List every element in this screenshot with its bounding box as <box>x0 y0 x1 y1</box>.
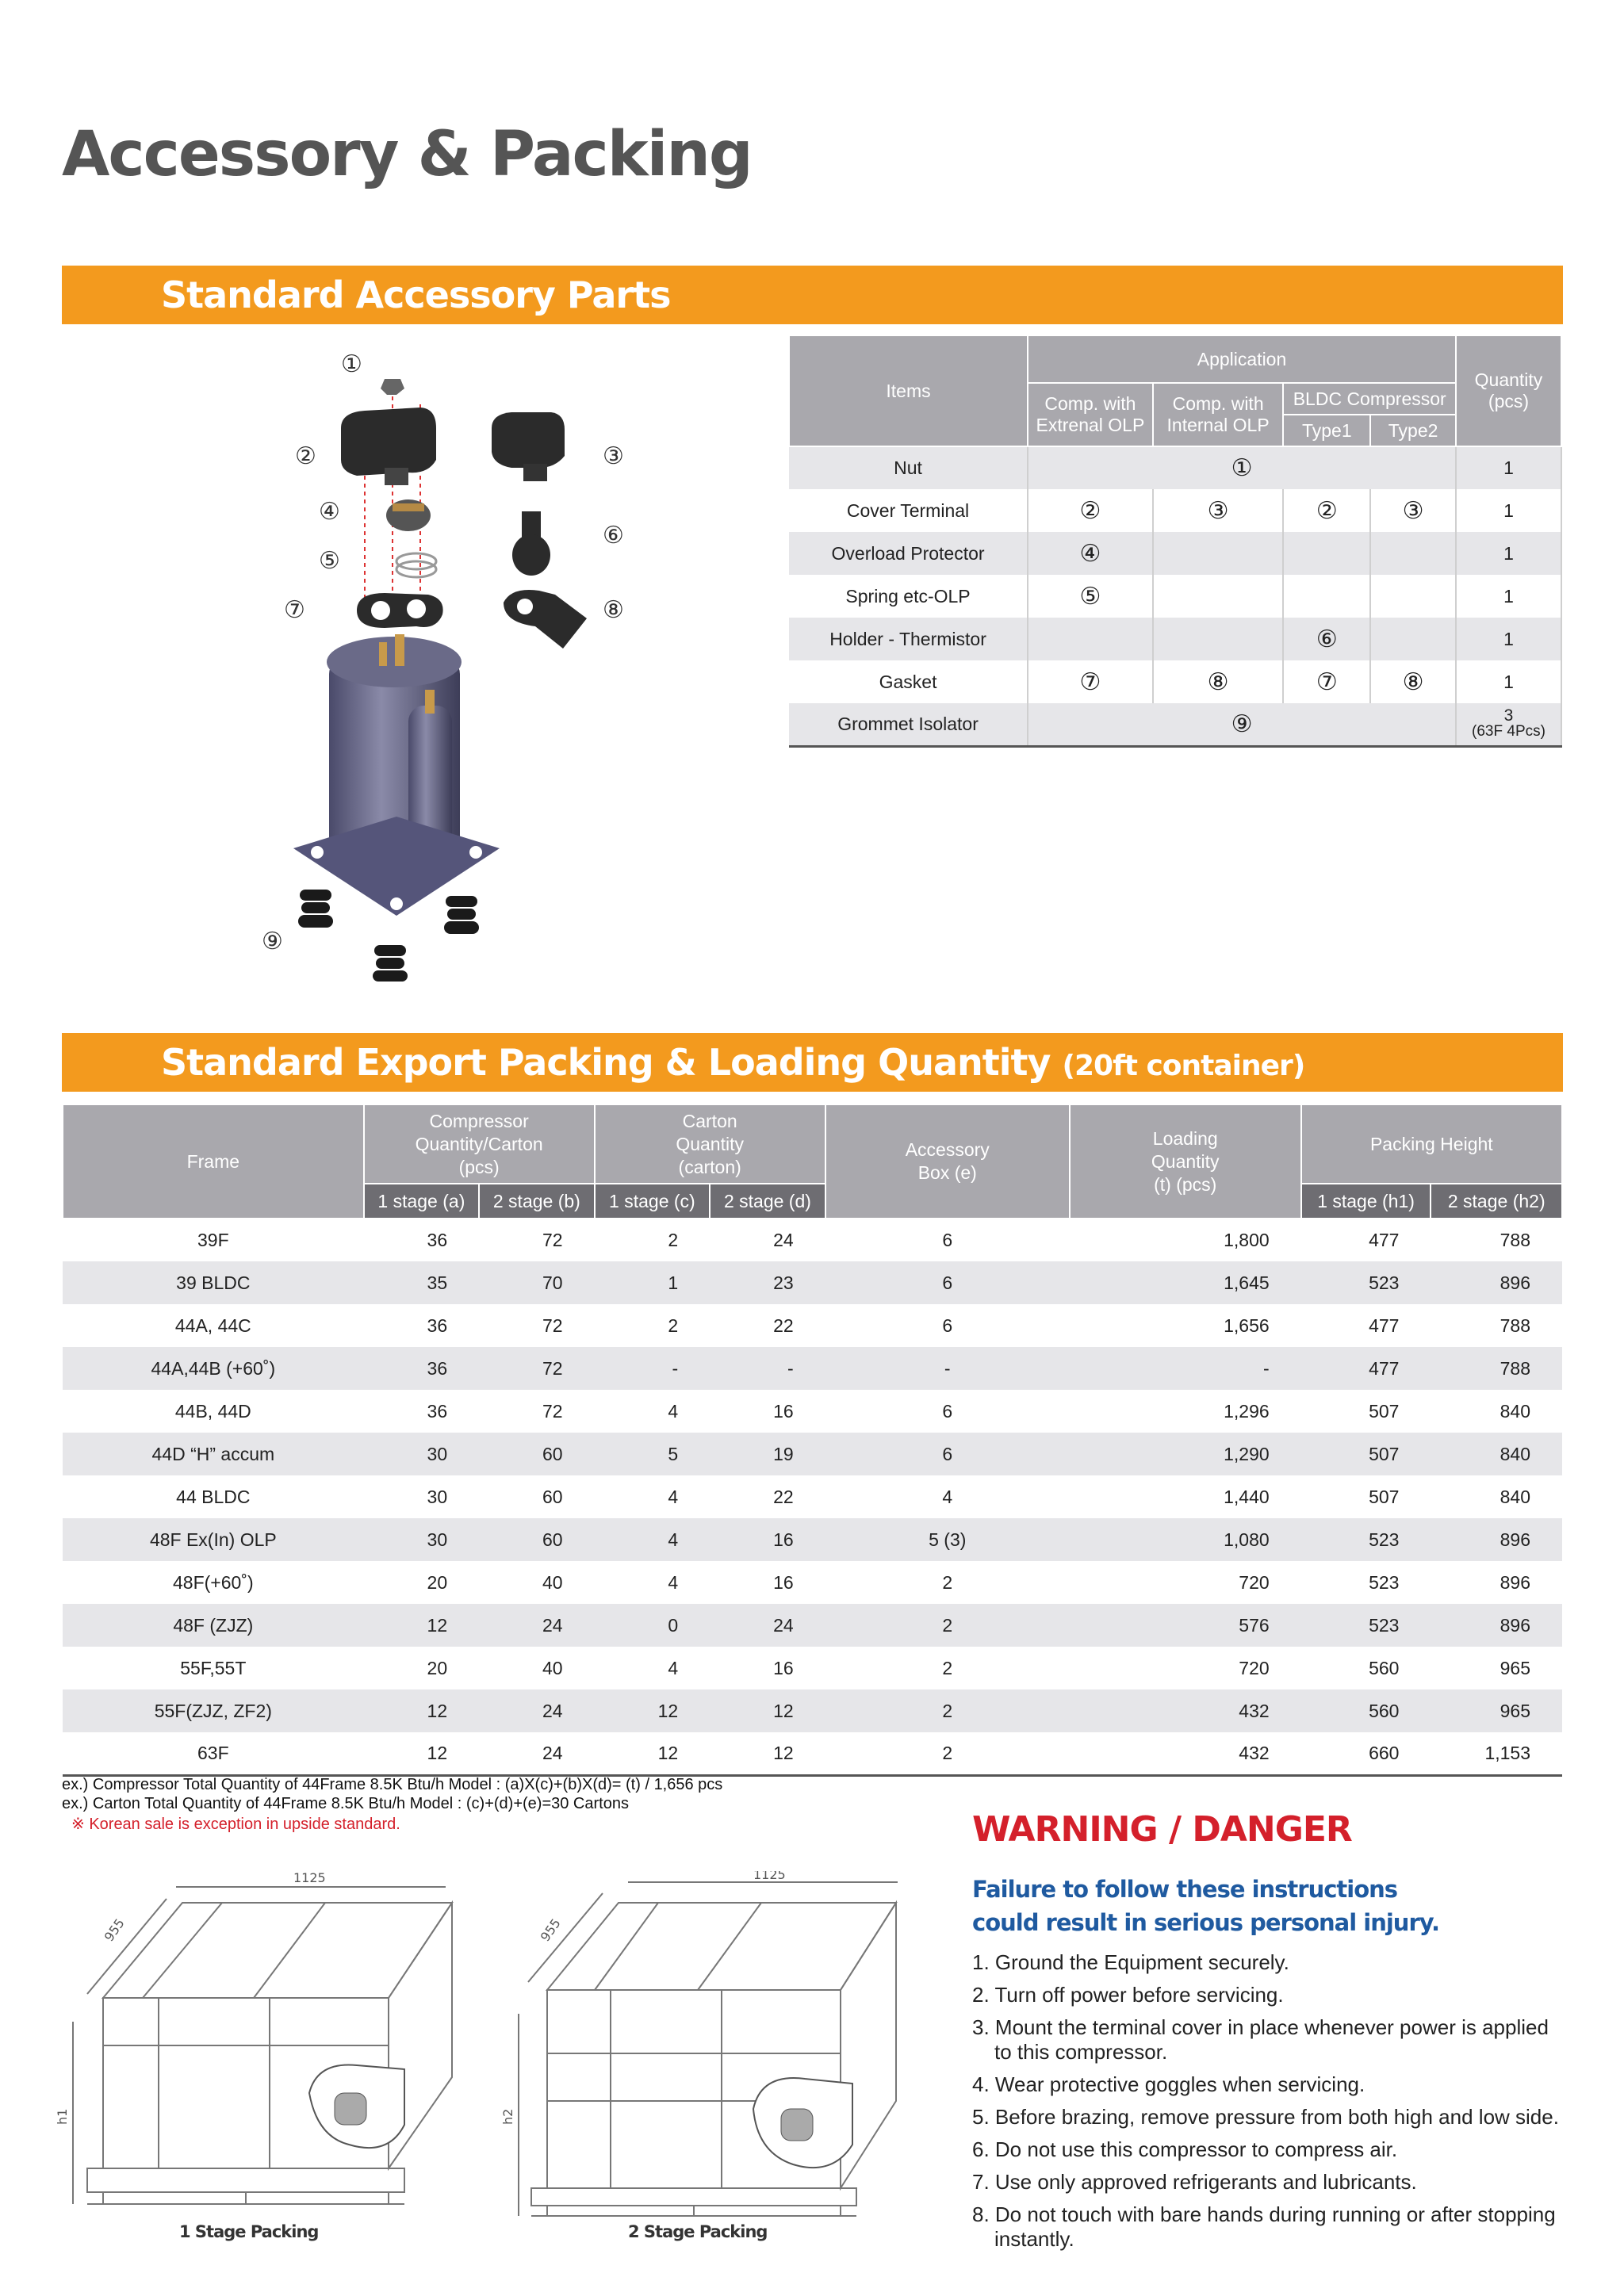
carton-c-cell: - <box>595 1347 710 1390</box>
table-row <box>63 1475 1562 1518</box>
part-number: ④ <box>1028 532 1153 575</box>
height-h1-cell: 507 <box>1369 1486 1400 1507</box>
acc-box-cell: 6 <box>942 1314 953 1336</box>
carton-d-cell: 22 <box>773 1314 794 1336</box>
frame-cell: 44D “H” accum <box>63 1433 364 1475</box>
frame-cell: 44 BLDC <box>176 1486 251 1507</box>
part-number <box>1153 618 1284 660</box>
height-h2-cell: 896 <box>1431 1261 1562 1304</box>
list-item: 1. Ground the Equipment securely. <box>972 1950 1289 1974</box>
header-acc-box: Accessory Box (e) <box>825 1104 1070 1219</box>
header-carton-qty: Carton Quantity (carton) <box>595 1104 825 1184</box>
part-number: ⑧ <box>1153 660 1284 703</box>
carton-d-cell: 24 <box>710 1604 825 1647</box>
example-note-1: ex.) Compressor Total Quantity of 44Frame 8.5K Btu/h Model : (a)X(c)+(b)X(d)= (t) / 1,656 pcs <box>62 1776 723 1793</box>
frame-cell: 39 BLDC <box>63 1261 364 1304</box>
section-title: Standard Export Packing & Loading Quantity <box>161 1041 1051 1084</box>
header-a: 1 stage (a) <box>364 1184 479 1219</box>
frame-cell: 44B, 44D <box>174 1400 251 1422</box>
header-bldc: BLDC Compressor <box>1283 383 1456 415</box>
part-number: ⑤ <box>1028 575 1153 618</box>
height-h1-cell: 477 <box>1301 1347 1431 1390</box>
loading-qty-cell: 1,800 <box>1224 1230 1270 1250</box>
frame-cell: 44A, 44C <box>174 1314 251 1336</box>
frame-cell: 48F (ZJZ) <box>63 1604 364 1647</box>
acc-box-cell: 5 (3) <box>825 1518 1070 1561</box>
carton-d-cell: 16 <box>710 1518 825 1561</box>
part-number: ⑨ <box>1028 703 1456 746</box>
carton-c-cell: 4 <box>668 1657 679 1678</box>
acc-box-cell: 6 <box>825 1261 1070 1304</box>
header-h1: 1 stage (h1) <box>1301 1184 1431 1219</box>
comp-b-cell: 60 <box>542 1486 563 1507</box>
comp-b-cell: 24 <box>479 1689 594 1732</box>
frame-cell: 44A,44B (+60˚) <box>63 1347 364 1390</box>
acc-box-cell: 2 <box>825 1689 1070 1732</box>
table-row <box>63 1647 1562 1689</box>
loading-qty-cell: 720 <box>1239 1571 1270 1593</box>
dim-depth-1: 955 <box>101 1915 128 1945</box>
stage2-packing-drawing <box>492 1871 936 2228</box>
part-number: ⑦ <box>1283 660 1370 703</box>
callout-2: ② <box>295 442 316 470</box>
table-row <box>63 1561 1562 1604</box>
comp-a-cell: 30 <box>427 1486 448 1507</box>
header-loading: Loading Quantity (t) (pcs) <box>1070 1104 1301 1219</box>
comp-a-cell: 20 <box>427 1657 448 1678</box>
height-h2-cell: 896 <box>1431 1518 1562 1561</box>
stage1-packing-drawing <box>56 1855 468 2244</box>
header-application: Application <box>1028 335 1456 383</box>
part-number <box>1370 575 1456 618</box>
table-row <box>63 1604 1562 1647</box>
table-row <box>63 1390 1562 1433</box>
warning-subtitle: Failure to follow these instructions could result in serious personal injury. <box>972 1876 1440 1936</box>
loading-qty-cell: 1,080 <box>1070 1518 1301 1561</box>
callout-1: ① <box>341 350 362 378</box>
height-h1-cell: 477 <box>1369 1230 1400 1250</box>
header-frame: Frame <box>63 1104 364 1219</box>
table-row <box>63 1347 1562 1390</box>
loading-qty-cell: 720 <box>1239 1657 1270 1678</box>
part-number <box>1153 575 1284 618</box>
carton-d-cell: 12 <box>710 1689 825 1732</box>
carton-c-cell: 2 <box>668 1230 679 1250</box>
comp-a-cell: 36 <box>427 1230 448 1250</box>
comp-a-cell: 20 <box>427 1571 448 1593</box>
loading-qty-cell: 1,290 <box>1070 1433 1301 1475</box>
pallet-drawing-2 <box>492 1871 936 2228</box>
list-item: 7. Use only approved refrigerants and lubricants. <box>972 2170 1417 2194</box>
loading-qty-cell: 432 <box>1070 1732 1301 1775</box>
height-h2-cell: 840 <box>1431 1433 1562 1475</box>
table-row <box>789 703 1561 746</box>
height-h2-cell: 965 <box>1500 1657 1530 1678</box>
comp-a-cell: 30 <box>364 1433 479 1475</box>
part-number: ② <box>1028 489 1153 532</box>
header-pack-height: Packing Height <box>1301 1104 1562 1184</box>
part-number: ① <box>1028 446 1456 489</box>
comp-a-cell: 30 <box>364 1518 479 1561</box>
part-number <box>1283 575 1370 618</box>
carton-d-cell: 12 <box>710 1732 825 1775</box>
carton-c-cell: 5 <box>595 1433 710 1475</box>
height-h1-cell: 560 <box>1369 1657 1400 1678</box>
part-number: ② <box>1283 489 1370 532</box>
carton-c-cell: 0 <box>595 1604 710 1647</box>
table-row <box>789 660 1561 703</box>
quantity-value: 1 <box>1456 532 1561 575</box>
comp-b-cell: 72 <box>542 1314 563 1336</box>
table-row <box>63 1304 1562 1347</box>
acc-box-cell: 2 <box>825 1732 1070 1775</box>
header-type1: Type1 <box>1283 415 1370 446</box>
quantity-main: 3 <box>1503 706 1514 725</box>
quantity-value: 1 <box>1456 618 1561 660</box>
dim-h2: h2 <box>500 2108 515 2125</box>
callout-7: ⑦ <box>284 596 305 624</box>
callout-5: ⑤ <box>319 547 340 575</box>
part-number <box>1370 618 1456 660</box>
table-row <box>63 1732 1562 1775</box>
header-c: 1 stage (c) <box>595 1184 710 1219</box>
table-row <box>63 1689 1562 1732</box>
height-h2-cell: 965 <box>1431 1689 1562 1732</box>
list-item: 8. Do not touch with bare hands during running or after stopping instantly. <box>972 2202 1556 2251</box>
height-h1-cell: 523 <box>1301 1261 1431 1304</box>
height-h2-cell: 788 <box>1431 1347 1562 1390</box>
height-h2-cell: 788 <box>1500 1314 1530 1336</box>
table-row <box>63 1261 1562 1304</box>
quantity-value: 1 <box>1456 489 1561 532</box>
part-number: ⑥ <box>1283 618 1370 660</box>
packing-quantity-table <box>62 1104 1563 1777</box>
list-item: 4. Wear protective goggles when servicing. <box>972 2072 1365 2096</box>
table-row <box>63 1219 1562 1261</box>
table-row <box>63 1518 1562 1561</box>
carton-c-cell: 2 <box>668 1314 679 1336</box>
height-h1-cell: 523 <box>1369 1571 1400 1593</box>
stage1-packing-label: 1 Stage Packing <box>179 2222 319 2241</box>
carton-d-cell: - <box>710 1347 825 1390</box>
part-number: ③ <box>1153 489 1284 532</box>
acc-box-cell: 2 <box>942 1571 953 1593</box>
acc-box-cell: - <box>825 1347 1070 1390</box>
frame-cell: 48F(+60˚) <box>173 1571 254 1593</box>
carton-c-cell: 4 <box>668 1571 679 1593</box>
loading-qty-cell: 1,656 <box>1224 1314 1270 1336</box>
comp-a-cell: 12 <box>364 1604 479 1647</box>
comp-a-cell: 12 <box>364 1732 479 1775</box>
height-h1-cell: 507 <box>1301 1433 1431 1475</box>
dim-h1: h1 <box>56 2108 70 2125</box>
acc-box-cell: 6 <box>942 1230 953 1250</box>
section-header-accessory <box>62 266 1563 324</box>
acc-box-cell: 6 <box>942 1400 953 1422</box>
table-row <box>789 575 1561 618</box>
comp-b-cell: 72 <box>542 1230 563 1250</box>
frame-cell: 39F <box>197 1230 229 1250</box>
warning-title: WARNING / DANGER <box>972 1809 1352 1850</box>
dim-width-1: 1125 <box>293 1870 326 1885</box>
loading-qty-cell: 1,645 <box>1070 1261 1301 1304</box>
comp-b-cell: 60 <box>479 1433 594 1475</box>
carton-c-cell: 12 <box>595 1689 710 1732</box>
carton-d-cell: 22 <box>773 1486 794 1507</box>
height-h2-cell: 896 <box>1431 1604 1562 1647</box>
height-h2-cell: 788 <box>1500 1230 1530 1250</box>
list-item: 2. Turn off power before servicing. <box>972 1983 1284 2007</box>
example-note-2: ex.) Carton Total Quantity of 44Frame 8.5K Btu/h Model : (c)+(d)+(e)=30 Cartons <box>62 1795 629 1812</box>
carton-c-cell: 1 <box>595 1261 710 1304</box>
carton-c-cell: 4 <box>668 1400 679 1422</box>
carton-d-cell: 19 <box>710 1433 825 1475</box>
header-h2: 2 stage (h2) <box>1431 1184 1562 1219</box>
part-number <box>1370 532 1456 575</box>
acc-box-cell: 4 <box>942 1486 953 1507</box>
frame-cell: 63F <box>63 1732 364 1775</box>
quantity-value: 1 <box>1456 660 1561 703</box>
quantity-value <box>1456 703 1561 746</box>
item-name: Holder - Thermistor <box>789 618 1028 660</box>
loading-qty-cell: - <box>1070 1347 1301 1390</box>
carton-d-cell: 24 <box>773 1230 794 1250</box>
header-b: 2 stage (b) <box>479 1184 594 1219</box>
callout-4: ④ <box>319 498 340 526</box>
carton-c-cell: 4 <box>595 1518 710 1561</box>
part-number: ③ <box>1370 489 1456 532</box>
section-subtitle: (20ft container) <box>1062 1050 1305 1082</box>
callout-6: ⑥ <box>603 522 624 549</box>
comp-b-cell: 72 <box>542 1400 563 1422</box>
callout-8: ⑧ <box>603 596 624 624</box>
comp-b-cell: 24 <box>479 1604 594 1647</box>
carton-c-cell: 12 <box>595 1732 710 1775</box>
height-h2-cell: 840 <box>1500 1400 1530 1422</box>
callout-9: ⑨ <box>262 928 283 955</box>
header-items: Items <box>789 335 1028 446</box>
comp-b-cell: 40 <box>542 1657 563 1678</box>
table-row <box>789 618 1561 660</box>
loading-qty-cell: 432 <box>1070 1689 1301 1732</box>
item-name: Grommet Isolator <box>789 703 1028 746</box>
comp-a-cell: 36 <box>427 1400 448 1422</box>
quantity-note: (63F 4Pcs) <box>1472 723 1545 740</box>
loading-qty-cell: 576 <box>1070 1604 1301 1647</box>
acc-box-cell: 2 <box>825 1604 1070 1647</box>
section-title: Standard Accessory Parts <box>161 274 671 316</box>
korean-sale-note: ※ Korean sale is exception in upside standard. <box>71 1816 400 1833</box>
table-row <box>63 1433 1562 1475</box>
height-h1-cell: 523 <box>1301 1604 1431 1647</box>
header-d: 2 stage (d) <box>710 1184 825 1219</box>
accessory-parts-table <box>788 335 1562 748</box>
comp-a-cell: 12 <box>364 1689 479 1732</box>
frame-cell: 48F Ex(In) OLP <box>63 1518 364 1561</box>
quantity-value: 1 <box>1456 446 1561 489</box>
item-name: Cover Terminal <box>789 489 1028 532</box>
stage2-packing-label: 2 Stage Packing <box>628 2222 768 2241</box>
height-h2-cell: 1,153 <box>1431 1732 1562 1775</box>
callout-3: ③ <box>603 442 624 470</box>
item-name: Nut <box>789 446 1028 489</box>
loading-qty-cell: 1,440 <box>1224 1486 1270 1507</box>
part-number: ⑧ <box>1370 660 1456 703</box>
header-comp-qty: Compressor Quantity/Carton (pcs) <box>364 1104 595 1184</box>
height-h1-cell: 660 <box>1301 1732 1431 1775</box>
height-h2-cell: 896 <box>1500 1571 1530 1593</box>
carton-d-cell: 16 <box>773 1657 794 1678</box>
comp-b-cell: 40 <box>542 1571 563 1593</box>
height-h1-cell: 477 <box>1369 1314 1400 1336</box>
height-h1-cell: 560 <box>1301 1689 1431 1732</box>
section-header-packing <box>62 1033 1563 1092</box>
comp-a-cell: 36 <box>364 1347 479 1390</box>
height-h1-cell: 523 <box>1301 1518 1431 1561</box>
compressor-exploded-illustration <box>238 350 650 983</box>
acc-box-cell: 2 <box>942 1657 953 1678</box>
item-name: Gasket <box>789 660 1028 703</box>
header-quantity: Quantity (pcs) <box>1456 335 1561 446</box>
header-type2: Type2 <box>1370 415 1456 446</box>
dim-depth-2: 955 <box>537 1915 564 1945</box>
table-row <box>789 532 1561 575</box>
dim-width-2: 1125 <box>753 1871 786 1882</box>
header-comp-int: Comp. with Internal OLP <box>1153 383 1284 446</box>
frame-cell: 55F,55T <box>180 1657 247 1678</box>
part-number <box>1153 532 1284 575</box>
list-item: 5. Before brazing, remove pressure from both high and low side. <box>972 2105 1559 2129</box>
frame-cell: 55F(ZJZ, ZF2) <box>63 1689 364 1732</box>
header-comp-ext: Comp. with Extrenal OLP <box>1028 383 1153 446</box>
table-row <box>789 446 1561 489</box>
warning-list <box>972 1950 1559 2260</box>
part-number <box>1283 532 1370 575</box>
list-item: 3. Mount the terminal cover in place whenever power is applied to this compressor. <box>972 2015 1549 2064</box>
carton-d-cell: 16 <box>773 1400 794 1422</box>
height-h1-cell: 507 <box>1369 1400 1400 1422</box>
acc-box-cell: 6 <box>825 1433 1070 1475</box>
part-number: ⑦ <box>1028 660 1153 703</box>
comp-b-cell: 70 <box>479 1261 594 1304</box>
comp-b-cell: 24 <box>479 1732 594 1775</box>
loading-qty-cell: 1,296 <box>1224 1400 1270 1422</box>
table-row <box>789 489 1561 532</box>
quantity-value: 1 <box>1456 575 1561 618</box>
item-name: Spring etc-OLP <box>789 575 1028 618</box>
carton-d-cell: 16 <box>773 1571 794 1593</box>
pallet-drawing-1 <box>56 1855 468 2244</box>
comp-a-cell: 36 <box>427 1314 448 1336</box>
item-name: Overload Protector <box>789 532 1028 575</box>
part-number <box>1028 618 1153 660</box>
height-h2-cell: 840 <box>1500 1486 1530 1507</box>
carton-d-cell: 23 <box>710 1261 825 1304</box>
comp-b-cell: 72 <box>479 1347 594 1390</box>
page-title: Accessory & Packing <box>62 119 752 190</box>
comp-a-cell: 35 <box>364 1261 479 1304</box>
list-item: 6. Do not use this compressor to compress air. <box>972 2137 1398 2161</box>
comp-b-cell: 60 <box>479 1518 594 1561</box>
carton-c-cell: 4 <box>668 1486 679 1507</box>
